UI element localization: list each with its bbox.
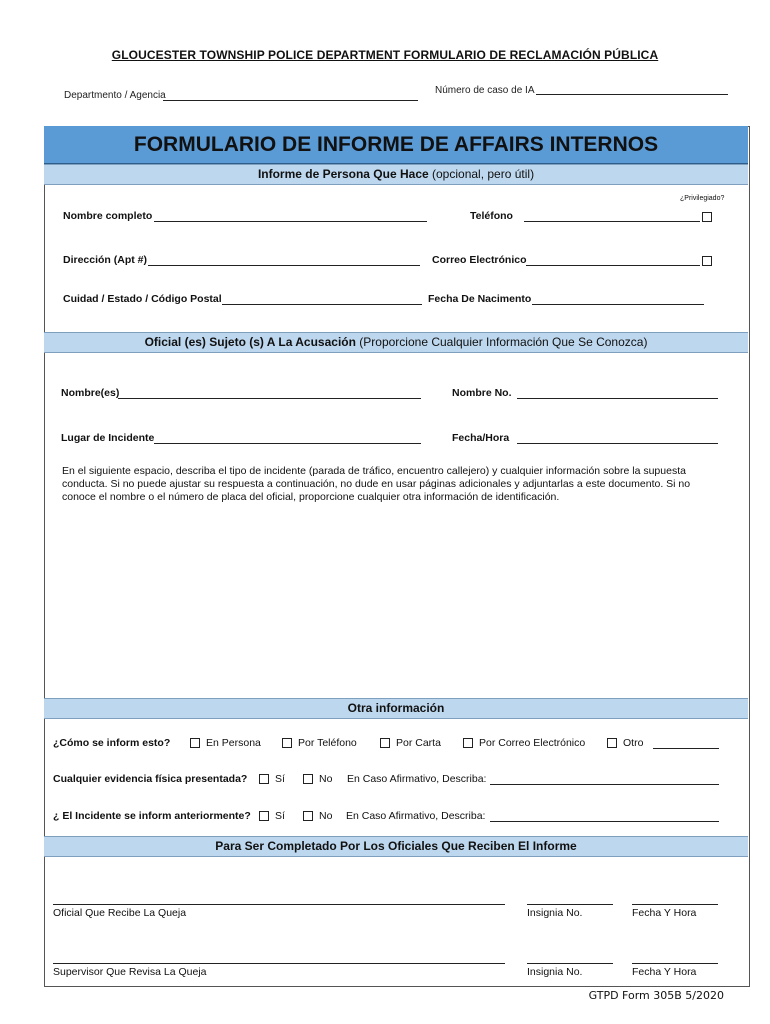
officer-section-header xyxy=(44,332,748,353)
option-by-phone[interactable]: Por Teléfono xyxy=(282,737,357,749)
officer-names-field[interactable] xyxy=(118,398,421,399)
other-section-header xyxy=(44,698,748,719)
receiving-badge-label: Insignia No. xyxy=(527,907,583,919)
receiving-badge-field[interactable] xyxy=(527,904,613,905)
checkbox[interactable] xyxy=(380,738,390,748)
privileged-label: ¿Privilegiado? xyxy=(680,195,725,202)
how-reported-label: ¿Cómo se inform esto? xyxy=(53,737,171,749)
option-by-letter[interactable]: Por Carta xyxy=(380,737,441,749)
checkbox[interactable] xyxy=(190,738,200,748)
prior-describe-field[interactable] xyxy=(490,821,719,822)
checkbox[interactable] xyxy=(607,738,617,748)
checkbox[interactable] xyxy=(463,738,473,748)
email-privileged-checkbox[interactable] xyxy=(702,256,712,266)
receiving-officer-field[interactable] xyxy=(53,904,505,905)
email-field[interactable] xyxy=(526,265,700,266)
checkbox[interactable] xyxy=(282,738,292,748)
incident-datetime-field[interactable] xyxy=(517,443,718,444)
case-number-field[interactable] xyxy=(536,94,728,95)
supervisor-datetime-label: Fecha Y Hora xyxy=(632,966,697,978)
full-name-label: Nombre completo xyxy=(63,210,153,222)
reporter-section-note: (opcional, pero útil) xyxy=(428,167,535,181)
supervisor-badge-field[interactable] xyxy=(527,963,613,964)
other-section-title: Otra información xyxy=(347,701,445,715)
evidence-no[interactable]: No xyxy=(303,773,332,785)
supervisor-label: Supervisor Que Revisa La Queja xyxy=(53,966,207,978)
address-field[interactable] xyxy=(148,265,420,266)
birth-label: Fecha De Nacimento xyxy=(428,293,532,305)
receiving-officer-label: Oficial Que Recibe La Queja xyxy=(53,907,187,919)
phone-field[interactable] xyxy=(524,221,700,222)
address-label: Dirección (Apt #) xyxy=(63,254,148,266)
phone-privileged-checkbox[interactable] xyxy=(702,212,712,222)
supervisor-badge-label: Insignia No. xyxy=(527,966,583,978)
incident-instructions: En el siguiente espacio, describa el tipo de incidente (parada de tráfico, encuentro callejero) y cualquier información sobre la supuesta conducta. Si no puede ajustar su respuesta a continuación, no dude en usar páginas adicionales y adjuntarlas a este documento. Si no conoce el nombre o el número de placa del oficial, proporcione cualquier otra información de identificación. xyxy=(62,465,691,503)
officer-section-title: Oficial (es) Sujeto (s) A La Acusación xyxy=(144,335,356,349)
incident-location-label: Lugar de Incidente xyxy=(61,432,155,444)
officer-names-label: Nombre(es) xyxy=(61,387,120,399)
other-method-field[interactable] xyxy=(653,748,719,749)
checkbox[interactable] xyxy=(303,811,313,821)
prior-describe-label: En Caso Afirmativo, Describa: xyxy=(346,810,486,822)
checkbox[interactable] xyxy=(259,811,269,821)
checkbox[interactable] xyxy=(303,774,313,784)
supervisor-datetime-field[interactable] xyxy=(632,963,718,964)
department-label: Departmento / Agencia xyxy=(64,90,166,101)
city-label: Cuidad / Estado / Código Postal xyxy=(63,293,222,305)
receiving-datetime-field[interactable] xyxy=(632,904,718,905)
email-label: Correo Electrónico xyxy=(432,254,527,266)
prior-no[interactable]: No xyxy=(303,810,332,822)
city-field[interactable] xyxy=(222,304,422,305)
incident-location-field[interactable] xyxy=(154,443,421,444)
prior-yes[interactable]: Sí xyxy=(259,810,285,822)
officer-number-label: Nombre No. xyxy=(452,387,512,399)
full-name-field[interactable] xyxy=(154,221,427,222)
phone-label: Teléfono xyxy=(470,210,513,222)
evidence-yes[interactable]: Sí xyxy=(259,773,285,785)
form-main-title: FORMULARIO DE INFORME DE AFFAIRS INTERNOS xyxy=(44,126,748,164)
incident-datetime-label: Fecha/Hora xyxy=(452,432,510,444)
supervisor-field[interactable] xyxy=(53,963,505,964)
option-other[interactable]: Otro xyxy=(607,737,643,749)
receiving-datetime-label: Fecha Y Hora xyxy=(632,907,697,919)
checkbox[interactable] xyxy=(259,774,269,784)
officer-number-field[interactable] xyxy=(517,398,718,399)
case-number-label: Número de caso de IA xyxy=(435,85,535,96)
evidence-describe-field[interactable] xyxy=(490,784,719,785)
officer-use-section-title: Para Ser Completado Por Los Oficiales Que Reciben El Informe xyxy=(215,839,577,853)
document-title: GLOUCESTER TOWNSHIP POLICE DEPARTMENT FORMULARIO DE RECLAMACIÓN PÚBLICA xyxy=(111,48,659,62)
reporter-section-title: Informe de Persona Que Hace xyxy=(257,167,429,181)
evidence-describe-label: En Caso Afirmativo, Describa: xyxy=(347,773,487,785)
officer-use-section-header xyxy=(44,836,748,857)
option-in-person[interactable]: En Persona xyxy=(190,737,261,749)
birth-field[interactable] xyxy=(532,304,704,305)
reporter-section-header xyxy=(44,164,748,185)
option-by-email[interactable]: Por Correo Electrónico xyxy=(463,737,585,749)
department-field[interactable] xyxy=(163,100,418,101)
prior-report-label: ¿ El Incidente se inform anteriormente? xyxy=(53,810,251,822)
form-id-footer: GTPD Form 305B 5/2020 xyxy=(588,989,724,1002)
evidence-label: Cualquier evidencia física presentada? xyxy=(53,773,248,785)
incident-description-area[interactable] xyxy=(60,512,730,692)
officer-section-note: (Proporcione Cualquier Información Que Se Conozca) xyxy=(355,335,648,349)
